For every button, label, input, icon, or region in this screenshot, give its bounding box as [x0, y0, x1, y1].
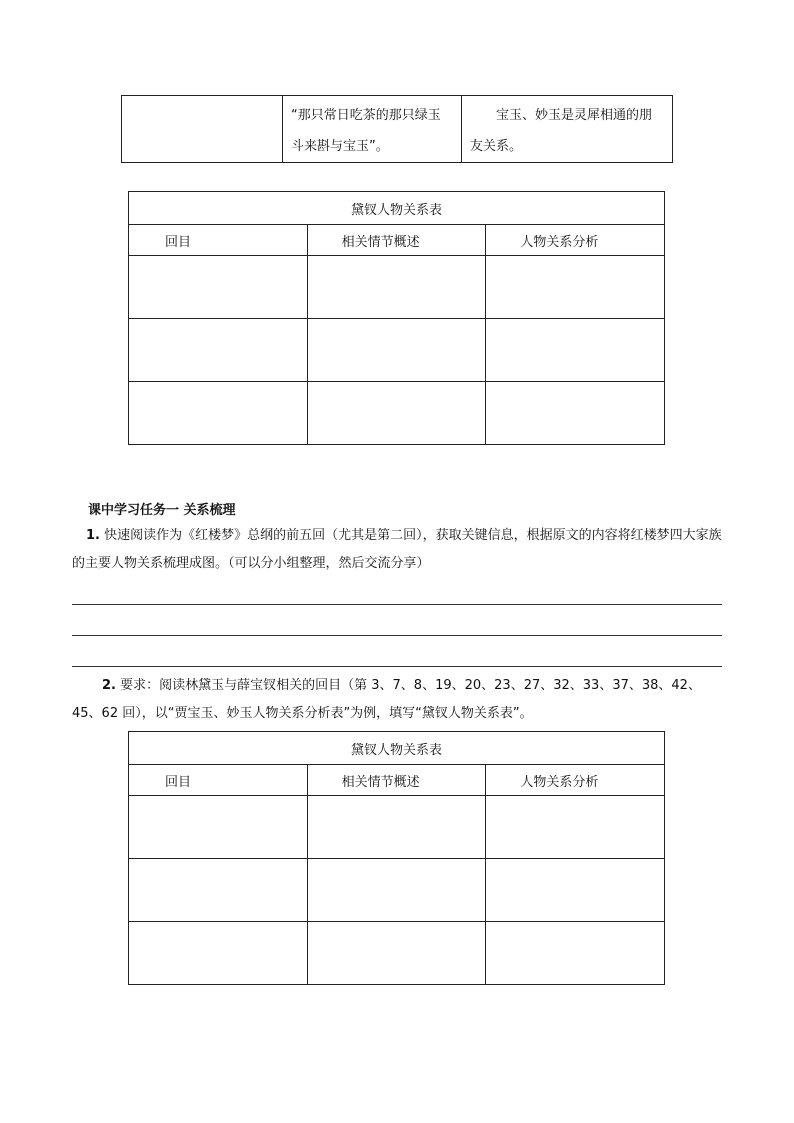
input-cell[interactable]	[129, 382, 308, 445]
table-cell	[122, 96, 283, 163]
answer-line[interactable]	[72, 635, 722, 636]
input-cell[interactable]	[307, 256, 486, 319]
header-row	[129, 765, 665, 796]
relationship-table-2	[128, 731, 665, 985]
table-row	[122, 96, 673, 163]
input-cell[interactable]	[307, 382, 486, 445]
table-row	[129, 796, 665, 859]
input-cell[interactable]	[486, 859, 665, 922]
table-row	[129, 382, 665, 445]
input-cell[interactable]	[129, 256, 308, 319]
header-chapter: 回目	[129, 225, 308, 256]
input-cell[interactable]	[486, 922, 665, 985]
header-plot-summary: 相关情节概述	[307, 225, 486, 256]
table-title: 黛钗人物关系表	[129, 732, 665, 765]
question-2	[72, 672, 722, 728]
table-title: 黛钗人物关系表	[129, 192, 665, 225]
table-cell	[283, 96, 462, 163]
continuation-table	[121, 95, 673, 163]
question-text: 要求：阅读林黛玉与薛宝钗相关的回目（第 3、7、8、19、20、23、27、32、33、37、38、42、45、62 回），以“贾宝玉、妙玉人物关系分析表”为例，填写“黛钗人物关系表”。	[72, 678, 701, 721]
header-row	[129, 225, 665, 256]
input-cell[interactable]	[307, 319, 486, 382]
input-cell[interactable]	[486, 256, 665, 319]
input-cell[interactable]	[129, 319, 308, 382]
input-cell[interactable]	[129, 859, 308, 922]
input-cell[interactable]	[129, 796, 308, 859]
input-cell[interactable]	[486, 796, 665, 859]
table-row	[129, 922, 665, 985]
question-number: 1.	[86, 528, 100, 543]
plot-quote: “那只常日吃茶的那只绿玉斗来斟与宝玉”。	[291, 108, 441, 154]
input-cell[interactable]	[486, 319, 665, 382]
table-cell	[462, 96, 673, 163]
input-cell[interactable]	[307, 796, 486, 859]
header-relationship-analysis: 人物关系分析	[486, 765, 665, 796]
input-cell[interactable]	[486, 382, 665, 445]
input-cell[interactable]	[307, 922, 486, 985]
header-chapter: 回目	[129, 765, 308, 796]
table-row	[129, 256, 665, 319]
section-heading: 课中学习任务一 关系梳理	[88, 503, 236, 518]
question-text: 快速阅读作为《红楼梦》总纲的前五回（尤其是第二回），获取关键信息，根据原文的内容将红楼梦四大家族的主要人物关系梳理成图。（可以分小组整理，然后交流分享）	[72, 528, 722, 571]
relationship-analysis: 宝玉、妙玉是灵犀相通的朋友关系。	[470, 108, 653, 154]
table-row	[129, 319, 665, 382]
answer-line[interactable]	[72, 666, 722, 667]
input-cell[interactable]	[307, 859, 486, 922]
header-plot-summary: 相关情节概述	[307, 765, 486, 796]
input-cell[interactable]	[129, 922, 308, 985]
relationship-table-1	[128, 191, 665, 445]
answer-line[interactable]	[72, 604, 722, 605]
question-number: 2.	[102, 678, 116, 693]
header-relationship-analysis: 人物关系分析	[486, 225, 665, 256]
table-row	[129, 859, 665, 922]
question-1	[72, 522, 722, 578]
